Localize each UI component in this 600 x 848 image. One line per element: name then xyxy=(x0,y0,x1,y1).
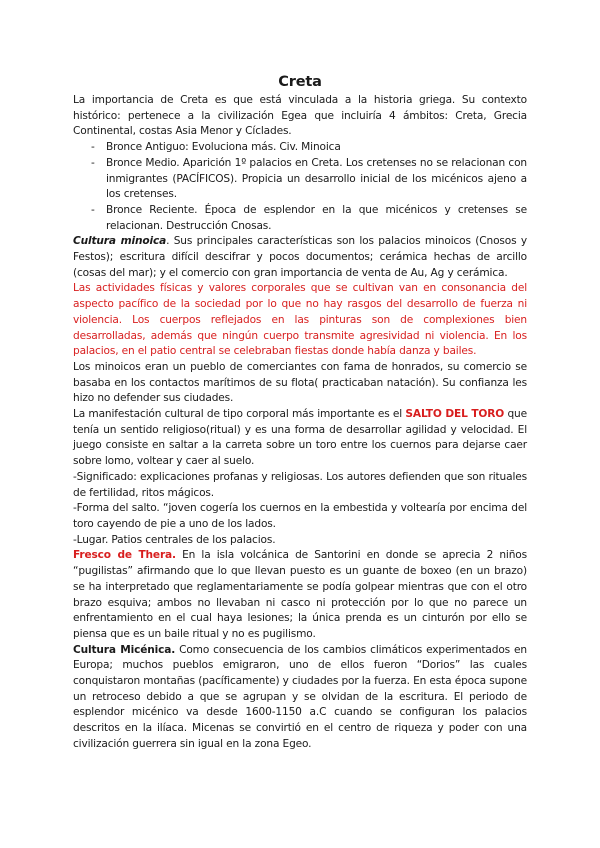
minoica-text: . Sus principales características son los palacios minoicos (Cnosos y Festos); escritura difícil descifrar y pocos documentos; cerámica hechas de arcillo (cosas del mar); y el comercio con gran importancia de venta de Au, Ag y cerámica. xyxy=(73,235,527,279)
toro-highlight: SALTO DEL TORO xyxy=(405,408,505,421)
page-title: Creta xyxy=(278,74,322,90)
thera-heading: Fresco de Thera. xyxy=(73,549,176,562)
micenica-paragraph xyxy=(73,643,527,753)
list-item-text: Bronce Medio. Aparición 1º palacios en Creta. Los cretenses no se relacionan con inmigrantes (PACÍFICOS). Propicia un desarrollo inicial de los micénicos ajeno a los cretenses. xyxy=(106,156,527,201)
thera-paragraph xyxy=(73,548,527,642)
list-item xyxy=(73,203,527,234)
thera-text: En la isla volcánica de Santorini en donde se aprecia 2 niños “pugilistas” afirmando que lo que llevan puesto es un guante de boxeo (en un brazo) se ha interpretado que reglamentariamente se podía golpear mientras que con el otro brazo esquiva; ambos no llevaban ni casco ni protección por lo que no parece un enfrentamiento en el cual haya lesiones; la única prenda es un cinturón por ello se piensa que es un baile ritual y no es pugilismo. xyxy=(73,549,527,640)
toro-text-after: que tenía un sentido religioso(ritual) y es una forma de desarrollar agilidad y velocidad. El juego consiste en saltar a la carreta sobre un toro entre los cuernos para dejarse caer sobre lomo, voltear y caer al suelo. xyxy=(73,408,527,468)
significado-paragraph: -Significado: explicaciones profanas y religiosas. Los autores defienden que son rituales de fertilidad, ritos mágicos. xyxy=(73,470,527,499)
list-item xyxy=(73,156,527,203)
red-paragraph: Las actividades físicas y valores corporales que se cultivan van en consonancia del aspecto pacífico de la sociedad por lo que no hay rasgos del desarrollo de fuerza ni violencia. Los cuerpos reflejados en las pinturas son de complexiones bien desarrolladas, además que ningún cuerpo transmite agresividad ni violencia. En los palacios, en el patio central se celebraban fiestas donde había danza y bailes. xyxy=(73,282,527,358)
list-item-text: Bronce Antiguo: Evoluciona más. Civ. Minoica xyxy=(106,141,341,154)
toro-paragraph xyxy=(73,407,527,470)
list-item xyxy=(73,140,527,156)
minoica-heading: Cultura minoica xyxy=(73,235,167,248)
bullet-dash: - xyxy=(91,203,95,216)
lugar-paragraph: -Lugar. Patios centrales de los palacios. xyxy=(73,533,276,546)
minoica-paragraph xyxy=(73,234,527,281)
toro-text-before: La manifestación cultural de tipo corporal más importante es el xyxy=(73,408,406,421)
list-item-text: Bronce Reciente. Época de esplendor en la que micénicos y cretenses se relacionan. Destrucción Cnosas. xyxy=(106,203,527,232)
minoicos-paragraph: Los minoicos eran un pueblo de comerciantes con fama de honrados, su comercio se basaba en los contactos marítimos de su flota( practicaban natación). Su confianza les hizo no defender sus ciudades. xyxy=(73,360,527,405)
bronze-periods-list xyxy=(73,140,527,234)
document-page xyxy=(73,72,527,753)
micenica-heading: Cultura Micénica. xyxy=(73,643,176,656)
intro-paragraph: La importancia de Creta es que está vinculada a la historia griega. Su contexto histórico: pertenece a la civilización Egea que incluiría 4 ámbitos: Creta, Grecia Continental, costas Asia Menor y Cíclades. xyxy=(73,94,527,138)
bullet-dash: - xyxy=(91,141,95,154)
micenica-text: Como consecuencia de los cambios climáticos experimentados en Europa; muchos pueblos emigraron, uno de ellos fueron “Dorios” las cuales conquistaron montañas (pacíficamente) y ciudades por la fuerza. En esta época supone un retroceso debido a que se agrupan y se olvidan de la escritura. El periodo de esplendor micénico va desde 1600-1150 a.C cuando se configuran los palacios descritos en la ilíaca. Micenas se convirtió en el centro de riqueza y poder con una civilización guerrera sin igual en la zona Egeo. xyxy=(73,643,527,750)
forma-paragraph: -Forma del salto. “joven cogería los cuernos en la embestida y voltearía por encima del toro cayendo de pie a uno de los lados. xyxy=(73,502,527,530)
bullet-dash: - xyxy=(91,156,95,169)
